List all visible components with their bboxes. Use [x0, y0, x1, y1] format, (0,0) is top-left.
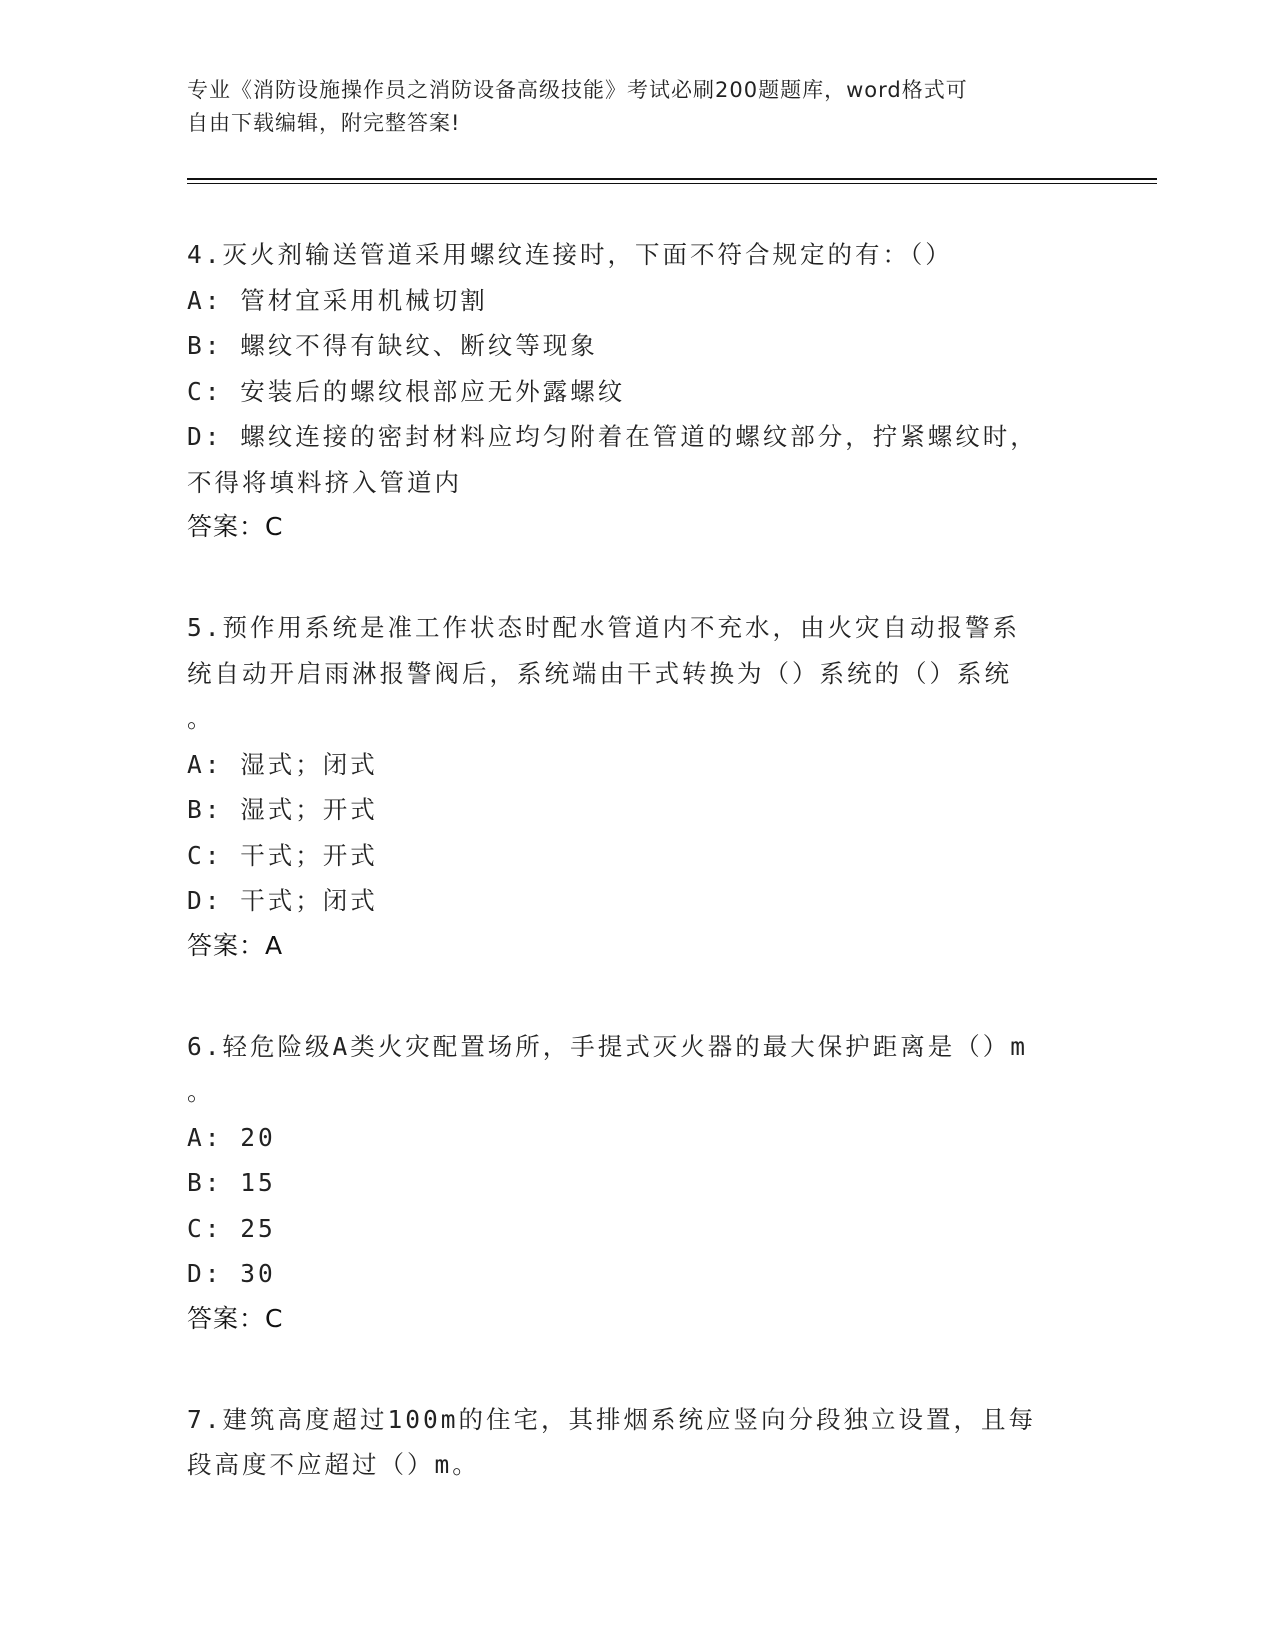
header-line-1: 专业《消防设施操作员之消防设备高级技能》考试必刷200题题库，word格式可: [187, 78, 968, 102]
answer-option: [187, 414, 1077, 505]
answer-option-line: C: 25: [187, 1213, 276, 1243]
answer-option-line: D: 干式；闭式: [187, 886, 378, 915]
answer-option-line: A: 管材宜采用机械切割: [187, 285, 488, 315]
question-stem: [187, 1024, 1077, 1115]
answer-option: [187, 878, 1077, 924]
answer-option: [187, 278, 1077, 324]
question-stem-line: 7.建筑高度超过100m的住宅，其排烟系统应竖向分段独立设置，且每: [187, 1404, 1036, 1434]
answer-option: [187, 833, 1077, 879]
answer-option-line: B: 湿式；开式: [187, 795, 378, 824]
answer-option: [187, 742, 1077, 788]
answer-option: [187, 369, 1077, 415]
answer-key: 答案：A: [187, 930, 284, 960]
question-stem-line: 6.轻危险级A类火灾配置场所，手提式灭火器的最大保护距离是（）m: [187, 1031, 1028, 1061]
answer-option-line: B: 15: [187, 1168, 276, 1197]
question-stem-line: 。: [187, 1077, 215, 1106]
answer-option: [187, 1160, 1077, 1206]
question-block: [187, 1024, 1077, 1341]
answer-option-line: C: 干式；开式: [187, 840, 378, 870]
header-line-2: 自由下载编辑，附完整答案!: [187, 111, 461, 135]
question-stem-line: 统自动开启雨淋报警阀后，系统端由干式转换为（）系统的（）系统: [187, 658, 1012, 688]
answer-option: [187, 787, 1077, 833]
question-stem-line: 5.预作用系统是准工作状态时配水管道内不充水，由火灾自动报警系: [187, 613, 1020, 642]
answer-option: [187, 1206, 1077, 1252]
answer-option-line: C: 安装后的螺纹根部应无外露螺纹: [187, 376, 626, 406]
answer-key: 答案：C: [187, 512, 284, 541]
answer-option: [187, 1251, 1077, 1297]
answer-option-line: D: 螺纹连接的密封材料应均匀附着在管道的螺纹部分，拧紧螺纹时，: [187, 422, 1038, 451]
answer-option-line: D: 30: [187, 1259, 276, 1288]
answer-key: 答案：C: [187, 1303, 284, 1333]
answer-option-line: A: 湿式；闭式: [187, 749, 378, 779]
question-stem: [187, 1397, 1077, 1488]
answer-option-line: B: 螺纹不得有缺纹、断纹等现象: [187, 331, 598, 360]
answer-option-line: 不得将填料挤入管道内: [187, 467, 462, 497]
question-stem-line: 段高度不应超过（）m。: [187, 1450, 480, 1479]
question-block: [187, 1397, 1077, 1488]
header-divider-thick: [187, 178, 1157, 180]
answer-option: [187, 1115, 1077, 1161]
document-header: [187, 74, 1077, 140]
answer-option: [187, 323, 1077, 369]
question-stem: [187, 605, 1077, 742]
question-block: [187, 232, 1077, 549]
answer-option-line: A: 20: [187, 1122, 276, 1152]
question-stem-line: 。: [187, 704, 215, 733]
question-block: [187, 605, 1077, 968]
question-stem-line: 4.灭火剂输送管道采用螺纹连接时，下面不符合规定的有：（）: [187, 240, 953, 269]
question-list: [187, 232, 1077, 1544]
header-divider-thin: [187, 183, 1157, 184]
question-stem: [187, 232, 1077, 278]
